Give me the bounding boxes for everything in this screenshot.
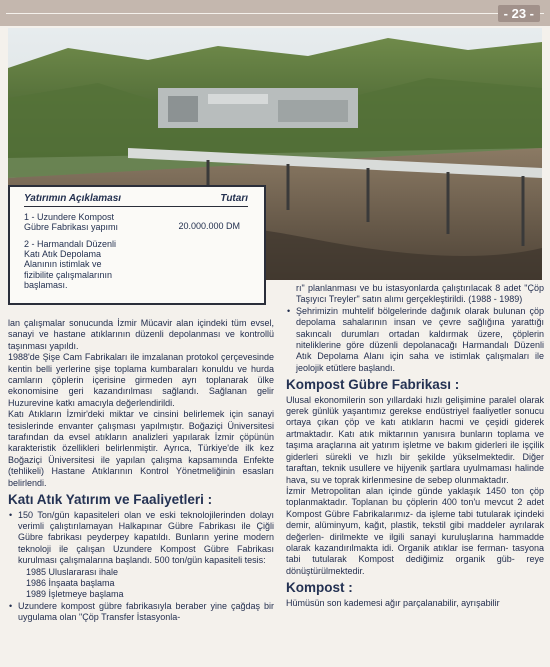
investment-table-header [24,193,248,207]
section-heading: Katı Atık Yatırım ve Faaliyetleri : [8,492,213,508]
schedule-item: 1986 İnşaata başlama [26,577,115,588]
right-column [286,283,544,609]
bullet-list [8,601,274,624]
paragraph: Ulusal ekonomilerin son yıllardaki hızlı gelişimine paralel olarak gerek günlük yaşantımız gerekse endüstriyel faaliyetler sonucu ortaya çıkan çöp ve katı atıkların hacmi ve çeşidi giderek artmaktadır. Katı atık miktarının yanısıra bunların toplama ve taşıma araçlarına ait yatırım işletme ve bakım giderleri ile işçilik giderleri sürekli ve hızlı bir şekilde yükselmektedir. Diğer taraftan, teknik usullere ve hijyenik şartlara uyulmaması halinde hava, su ve toprak kirlenmesine de sebep olunmaktadır. [286,394,544,485]
section-heading: Kompost : [286,580,353,596]
paragraph: lan çalışmalar sonucunda İzmir Mücavir alan içindeki tüm evsel, sanayi ve hastane atıklarının düzenli depolanması ve kontrollü taşınması yapıldı. [8,318,274,351]
list-item: • Uzundere kompost gübre fabrikasıyla beraber yine çağdaş bir uygulama olan "Çöp Transfer İstasyonla- [18,601,274,624]
section-heading: Kompost Gübre Fabrikası : [286,377,460,393]
bullet-list [286,306,544,374]
schedule-item: 1989 İşletmeye başlama [26,589,124,600]
paragraph: Hümüsün son kademesi ağır parçalanabilir, ayrışabilir [286,597,500,608]
list-item-continuation: rı" planlanması ve bu istasyonlarda çalıştırılacak 8 adet "Çöp Taşıyıcı Treyler" satın alımı gerçekleştirildi. (1988 - 1989) [296,283,544,305]
table-cell-description: 1 - Uzundere Kompost Gübre Fabrikası yapımı [24,212,119,233]
list-item: • 150 Ton/gün kapasiteleri olan ve eski teknolojilerinden dolayı verimli çalıştırılamayan Halkapınar Gübre Fabrikası ile Çiğli Gübre fabrikası peyderpey kapatıldı. Bunların yerine modern teknoloji ile çalışan Uzundere Kompost Gübre Fabrikası kurulması çalışmalarına başlandı. 500 ton/gün kapasiteli tesis: [18,510,274,567]
table-row [24,212,256,233]
table-col-description: Yatırımın Açıklaması [24,193,122,204]
schedule-item: 1985 Uluslararası ihale [26,566,119,577]
table-cell-description: 2 - Harmandalı Düzenli Katı Atık Depolama Alanının istimlak ve fizibilite çalışmalarının başlaması. [24,238,117,291]
header-rule [6,13,544,14]
paragraph: Katı Atıkların İzmir'deki miktar ve cinsini belirlemek için sanayi tesislerinde envanter çalışması yapılmıştır. Boğaziçi Üniversitesi tarafından da evsel atıkların analizleri yapılarak İzmir çöpünün karakteristik özellikleri belirlenmiştir. Ayrıca, Türkiye'de ilk kez Boğaziçi Üniversitesi ile yapılan çalışma kapsamında Enfekte (tehlikeli) Hastane Atıklarının Kontrol Yönetmeliğinin esasları belirlendi. [8,409,274,488]
table-cell-amount: 20.000.000 DM [178,221,240,231]
table-row [24,239,256,291]
left-column [8,318,274,624]
bullet-list [8,510,274,567]
page-header-bar [0,0,550,26]
table-col-amount: Tutarı [220,193,248,204]
list-item: • Şehrimizin muhtelif bölgelerinde dağınık olarak bulunan çöp depolama sahalarının insan ve çevre sağlığına yarattığı sakıncalı durumları ortadan kaldırmak üzere, çöplerin niteliklerine göre düzenli depolanacağı Harmandalı Düzenli Atık Depolama Alanı için saha ve istimlak çalışmaları ile jeolojik etütlere başlandı. [296,306,544,374]
table-cell-amount [240,239,256,291]
investment-table [8,185,266,305]
paragraph: İzmir Metropolitan alan içinde günde yaklaşık 1450 ton çöp toplanmaktadır. Toplanan bu çöplerin 400 ton'u mevcut 2 adet Kompost Gübre Fabrikalarımız- da işleme tabi tutularak içindeki demir, alüminyum, kağıt, plastik, tekstil gibi maddeler ayrılarak değerlen- dirilmekte ve ilgili sanayi kuruluşlarına hammadde olarak kazandırılmakta idi. Organik atıklar ise ferman- tasyona tabi tutularak Kompost dediğimiz organik güb- reye dönüştürülmektedir. [286,485,544,576]
page-number: - 23 - [498,5,540,22]
paragraph: 1988'de Şişe Cam Fabrikaları ile imzalanan protokol çerçevesinde kentin belli yerlerine şişe toplama kumbaraları konuldu ve hurda camların çöplerin içerisine girmeden ayrı toplanarak ülke ekonomisine geri kazandırılması sağlandı. Sağlanan gelir Huzurevine katkı amacıyla değerlendirildi. [8,352,274,408]
